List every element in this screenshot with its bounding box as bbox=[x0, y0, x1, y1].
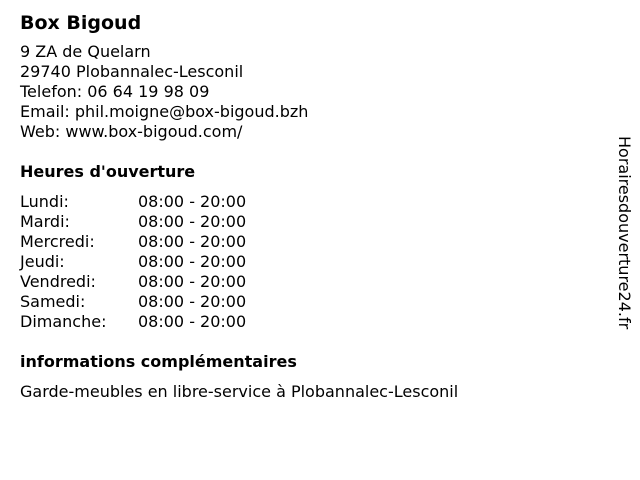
business-card bbox=[20, 10, 580, 402]
hours-row-friday bbox=[20, 272, 580, 292]
hours-day: Mercredi: bbox=[20, 232, 95, 251]
hours-row-sunday bbox=[20, 312, 580, 332]
side-brand-text: Horairesdouverture24.fr bbox=[615, 136, 634, 330]
email-line: Email: phil.moigne@box-bigoud.bzh bbox=[20, 102, 309, 121]
hours-time: 08:00 - 20:00 bbox=[138, 192, 247, 211]
hours-time: 08:00 - 20:00 bbox=[138, 252, 247, 271]
hours-row-saturday bbox=[20, 292, 580, 312]
phone-line: Telefon: 06 64 19 98 09 bbox=[20, 82, 210, 101]
hours-day: Vendredi: bbox=[20, 272, 96, 291]
hours-time: 08:00 - 20:00 bbox=[138, 292, 247, 311]
hours-row-monday bbox=[20, 192, 580, 212]
hours-row-tuesday bbox=[20, 212, 580, 232]
address-line-street: 9 ZA de Quelarn bbox=[20, 42, 151, 61]
address-line-city: 29740 Plobannalec-Lesconil bbox=[20, 62, 244, 81]
hours-row-wednesday bbox=[20, 232, 580, 252]
hours-heading: Heures d'ouverture bbox=[20, 162, 196, 181]
hours-time: 08:00 - 20:00 bbox=[138, 272, 247, 291]
business-name: Box Bigoud bbox=[20, 12, 142, 34]
info-text: Garde-meubles en libre-service à Plobannalec-Lesconil bbox=[20, 382, 459, 401]
hours-time: 08:00 - 20:00 bbox=[138, 212, 247, 231]
hours-day: Samedi: bbox=[20, 292, 86, 311]
hours-day: Jeudi: bbox=[20, 252, 65, 271]
hours-time: 08:00 - 20:00 bbox=[138, 232, 247, 251]
hours-day: Dimanche: bbox=[20, 312, 107, 331]
hours-row-thursday bbox=[20, 252, 580, 272]
info-heading: informations complémentaires bbox=[20, 352, 297, 371]
hours-day: Mardi: bbox=[20, 212, 70, 231]
hours-time: 08:00 - 20:00 bbox=[138, 312, 247, 331]
hours-table bbox=[20, 192, 580, 332]
web-line: Web: www.box-bigoud.com/ bbox=[20, 122, 243, 141]
hours-day: Lundi: bbox=[20, 192, 69, 211]
